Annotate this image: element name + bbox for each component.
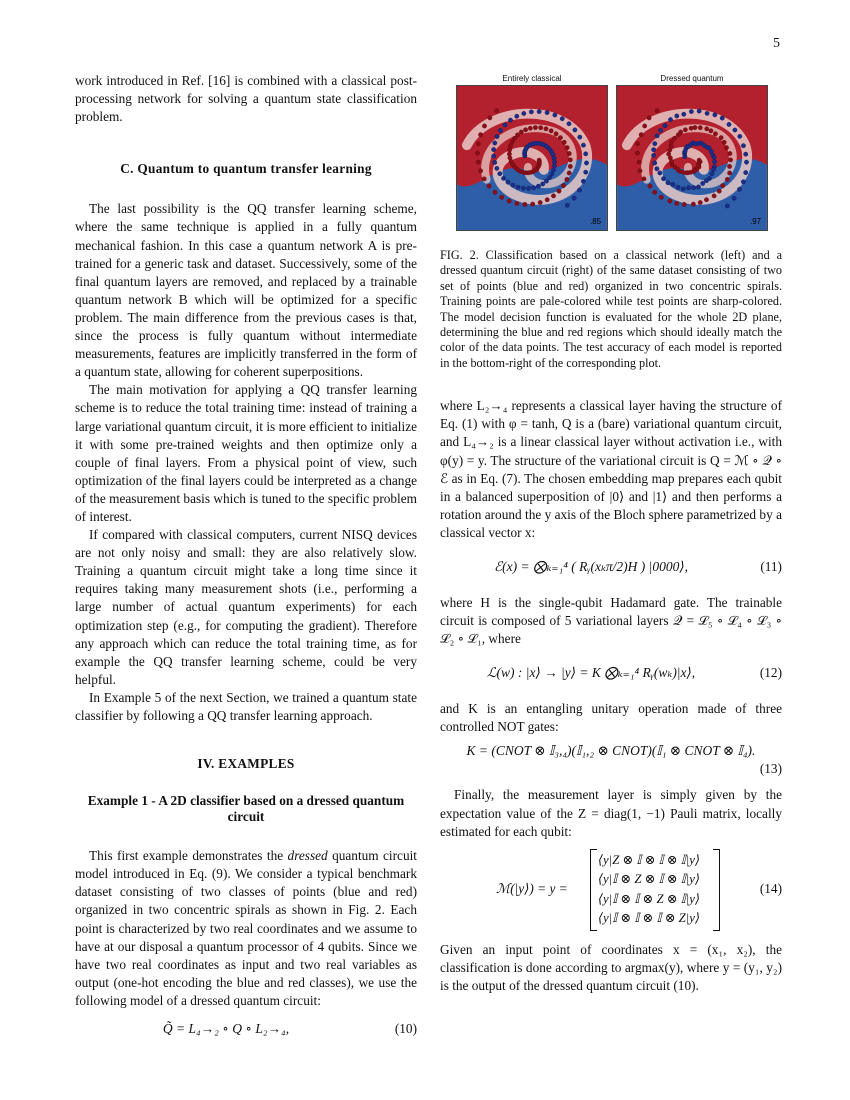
red-point [475,151,479,155]
red-point [507,148,511,152]
blue-point [655,134,659,138]
blue-point [578,135,582,139]
blue-point [551,168,555,172]
red-point [639,133,643,137]
blue-point [737,187,741,191]
red-point [637,160,641,164]
red-point [638,169,642,173]
intro-paragraph: work introduced in Ref. [16] is combined with a classical post-processing network for solving a quantum state classification problem. [75,73,417,125]
red-point [648,184,652,188]
blue-point [668,117,672,121]
blue-point [720,116,724,120]
blue-point [526,186,530,190]
blue-point [491,154,495,158]
blue-point [696,185,700,189]
panel-dressed-quantum [616,74,768,231]
blue-point [541,182,545,186]
section-iv-heading: IV. EXAMPLES [197,756,295,772]
paragraph-nisq: If compared with classical computers, current NISQ devices are not only noisy and small: they are also relatively slow. Training a quantum circuit might take a long time since it requires taking many measurement shots (i.e., performing a large number of actual quantum experiments) for each optimization step (e.g., for computing the gradient). Therefore any approach which can reduce the total training time, as for example the QQ transfer learning scheme, could be very helpful. [75,527,417,687]
section-c-heading: C. Quantum to quantum transfer learning [120,161,372,177]
blue-point [521,186,525,190]
matrix-row: ⟨y|𝕀 ⊗ 𝕀 ⊗ Z ⊗ 𝕀|y⟩ [598,891,700,906]
blue-point [495,166,499,170]
red-point [515,201,519,205]
blue-point [686,186,690,190]
blue-point [573,128,577,132]
red-point [693,125,697,129]
paragraph-example-1: This first example demonstrates the dressed quantum circuit model introduced in Eq. (9). We consider a typical benchmark dataset consisting of two classes of points (blue and red) organized in two concentric spirals as shown in Fig. 2. Each point is characterized by two real coordinates and we assume to have at our disposal a quantum processor of 4 qubits. Since we have two real coordinates as input and two real variables as output (one-hot encoding the blue and red classes), we use the following model of a dressed quantum circuit: [75,848,417,1008]
red-point [528,126,532,130]
blue-point [663,124,667,128]
red-point [565,145,569,149]
equation-10-body: Q̃ = L₄→₂ ∘ Q ∘ L₂→₄, [162,1021,290,1037]
blue-point [550,172,554,176]
paragraph-entangling: and K is an entangling unitary operation made of three controlled NOT gates: [440,701,782,735]
red-point [705,127,709,131]
red-point [724,145,728,149]
blue-point [675,114,679,118]
blue-point [511,183,515,187]
blue-point [567,122,571,126]
equation-10-number: (10) [394,1021,417,1037]
red-point [683,128,687,132]
example-1-heading: Example 1 - A 2D classifier based on a dressed quantum circuit [87,793,405,825]
blue-point [545,110,549,114]
red-point [530,202,534,206]
red-point [476,160,480,164]
blue-point [547,176,551,180]
blue-point [584,161,588,165]
red-point [659,195,663,199]
classical-decision-plot [456,85,608,231]
red-point [507,199,511,203]
red-point [533,125,537,129]
panel-left-title: Entirely classical [502,74,562,83]
blue-point [744,160,748,164]
equation-13 [440,742,782,778]
blue-point [725,204,729,208]
blue-point [713,113,717,117]
red-point [689,126,693,130]
equation-13-number: (13) [759,761,782,777]
red-point [487,184,491,188]
blue-point [544,179,548,183]
blue-point [581,179,585,183]
matrix-row: ⟨y|Z ⊗ 𝕀 ⊗ 𝕀 ⊗ 𝕀|y⟩ [598,852,700,867]
blue-point [581,143,585,147]
accuracy-label: .85 [590,217,602,227]
blue-point [501,176,505,180]
red-point [500,195,504,199]
equation-11 [440,552,782,586]
blue-point [676,185,680,189]
blue-point [522,111,526,115]
red-point [510,140,514,144]
blue-point [537,109,541,113]
red-point [721,183,725,187]
equation-14-lhs: ℳ(|y⟩) = y = [496,880,568,896]
blue-point [493,160,497,164]
blue-point [515,114,519,118]
paragraph-qq-scheme: The last possibility is the QQ transfer learning scheme, where the same technique is applied in a fully quantum mechanical fashion. In this case a quantum network A is pre-trained for a generic task and dataset. Successively, some of the final quantum layers are removed, and replaced by a trainable quantum network B which will be optimized for a specific problem. The main difference from the previous cases is that, since the process is fully quantum without intermediate measurements, features are implicitly transferred in the form of a quantum state, allowing for coherent superpositions. [75,201,417,380]
red-point [488,116,492,120]
blue-point [711,167,715,171]
red-point [704,198,708,202]
blue-point [493,141,497,145]
red-point [565,177,569,181]
blue-point [565,203,569,207]
blue-point [536,184,540,188]
blue-point [691,185,695,189]
blue-point [553,113,557,117]
red-point [691,202,695,206]
left-column [75,72,417,1050]
red-point [728,151,732,155]
red-point [669,140,673,144]
blue-point [508,118,512,122]
red-point [545,198,549,202]
equation-14-number: (14) [759,880,782,896]
red-point [728,158,732,162]
blue-point [712,160,716,164]
red-point [643,124,647,128]
red-point [666,152,670,156]
equation-11-number: (11) [760,559,782,574]
red-point [507,152,511,156]
red-point [567,171,571,175]
equation-10 [75,1020,417,1050]
paragraph-hadamard: where H is the single-qubit Hadamard gate. The trainable circuit is composed of 5 variational layers 𝒬 = ℒ₅ ∘ ℒ₄ ∘ ℒ₃ ∘ ℒ₂ ∘ ℒ₁, where [440,595,782,647]
red-point [539,126,543,130]
blue-point [704,179,708,183]
panel-entirely-classical [456,74,608,231]
red-point [557,189,561,193]
red-point [655,109,659,113]
red-point [713,132,717,136]
red-point [717,189,721,193]
red-point [668,199,672,203]
red-point [675,201,679,205]
red-point [478,169,482,173]
blue-point [732,196,736,200]
red-point [568,158,572,162]
equation-13-body: K = (CNOT ⊗ 𝕀₃,₄)(𝕀₁,₂ ⊗ CNOT)(𝕀₁ ⊗ CNOT ⊗ 𝕀₄). [466,743,756,759]
right-column [440,72,782,995]
red-point [698,126,702,130]
red-point [719,135,723,139]
blue-point [516,185,520,189]
red-point [727,164,731,168]
matrix-rows [598,851,700,929]
blue-point [653,141,657,145]
blue-point [503,123,507,127]
red-point [672,136,676,140]
red-point [725,177,729,181]
red-point [712,194,716,198]
blue-point [741,180,745,184]
red-point [515,133,519,137]
blue-point [655,167,659,171]
blue-point [491,147,495,151]
blue-point [741,144,745,148]
blue-point [701,181,705,185]
figure-2-caption: FIG. 2. Classification based on a classical network (left) and a dressed quantum circuit (right) of the same dataset consisting of two set of points (blue and red) organized in two concentric spirals. Training points are pale-colored while test points are sharp-colored. The model decision function is evaluated for the whole 2D plane, determining the blue and red regions which should ideally match the color of the data points. The test accuracy of each model is reported in the bottom-right of the corresponding plot. [440,248,782,370]
red-point [562,140,566,144]
blue-point [744,152,748,156]
blue-point [552,160,556,164]
red-point [679,130,683,134]
blue-point [531,186,535,190]
panel-right-title: Dressed quantum [660,74,724,83]
red-point [549,129,553,133]
blue-point [495,134,499,138]
blue-point [744,170,748,174]
blue-point [651,148,655,152]
red-point [635,151,639,155]
blue-point [658,128,662,132]
red-point [476,142,480,146]
red-point [544,127,548,131]
blue-point [712,155,716,159]
paragraph-measurement: Finally, the measurement layer is simply given by the expectation value of the Z = diag(1, −1) Pauli matrix, locally estimated for each qubit: [440,787,782,839]
blue-point [697,109,701,113]
blue-point [658,171,662,175]
red-point [523,202,527,206]
blue-point [710,171,714,175]
paragraph-layers: where L₂→₄ represents a classical layer having the structure of Eq. (1) with φ = tanh, Q is a (bare) variational quantum circuit, and L₄→₂ is a linear classical layer without activation i.e., with φ(y) = y. The structure of the variational circuit is Q = ℳ ∘ 𝒬 ∘ ℰ as in Eq. (7). The chosen embedding map prepares each qubit in a balanced superposition of |0⟩ and |1⟩ and then performs a rotation around the y axis of the Bloch sphere parametrized by a classical vector x: [440,398,782,540]
blue-point [653,161,657,165]
blue-point [552,164,556,168]
blue-point [529,110,533,114]
blue-point [498,128,502,132]
red-point [727,171,731,175]
red-point [567,151,571,155]
blue-point [671,182,675,186]
blue-point [651,153,655,157]
blue-point [738,134,742,138]
equation-14 [440,849,782,933]
blue-point [577,188,581,192]
blue-point [661,176,665,180]
blue-point [681,187,685,191]
blue-point [733,128,737,132]
red-point [561,183,565,187]
blue-point [689,109,693,113]
red-point [508,144,512,148]
blue-point [705,111,709,115]
red-point [538,200,542,204]
equation-12-number: (12) [759,665,782,681]
paragraph-classification: Given an input point of coordinates x = (x₁, x₂), the classification is done according to argmax(y), where y = (y₁, y₂) is the output of the dressed quantum circuit (10). [440,941,782,993]
red-point [558,135,562,139]
red-point [494,109,498,113]
red-point [482,124,486,128]
red-point [482,177,486,181]
figure-2 [440,74,782,227]
red-point [635,142,639,146]
red-point [642,177,646,181]
red-point [669,144,673,148]
blue-point [506,180,510,184]
red-point [709,129,713,133]
red-point [668,148,672,152]
red-point [554,132,558,136]
red-point [698,200,702,204]
blue-point [498,172,502,176]
blue-point [572,196,576,200]
red-point [722,140,726,144]
matrix-row: ⟨y|𝕀 ⊗ 𝕀 ⊗ 𝕀 ⊗ Z|y⟩ [598,911,700,926]
accuracy-label: .97 [750,217,762,227]
red-point [652,190,656,194]
quantum-decision-plot [616,85,768,231]
red-point [512,136,516,140]
blue-point [727,122,731,126]
blue-point [666,181,670,185]
red-point [682,202,686,206]
blue-point [682,112,686,116]
red-point [647,116,651,120]
paragraph-example-5: In Example 5 of the next Section, we trained a quantum state classifier by following a QQ transfer learning approach. [75,689,417,723]
paragraph-motivation: The main motivation for applying a QQ transfer learning scheme is to reduce the total training time: instead of training a large variational quantum circuit, it is more efficient to initialize it with some pre-trained weights and then optimize only a couple of final layers. From a physical point of view, such optimization of the final layers could be interpreted as a change of the measurement basis which is tuned to the specific problem of interest. [75,382,417,524]
red-point [493,190,497,194]
matrix-row: ⟨y|𝕀 ⊗ Z ⊗ 𝕀 ⊗ 𝕀|y⟩ [598,872,700,887]
blue-point [584,170,588,174]
blue-point [560,117,564,121]
red-point [478,133,482,137]
equation-12-body: ℒ(w) : |x⟩ → |y⟩ = K ⨂ₖ₌₁⁴ Rᵧ(wₖ)|x⟩, [486,665,696,681]
blue-point [584,152,588,156]
red-point [523,128,527,132]
equation-11-body: ℰ(x) = ⨂ₖ₌₁⁴ ( Rᵧ(xₖπ/2)H ) |0000⟩, [493,559,689,574]
red-point [568,164,572,168]
red-point [519,130,523,134]
page-number: 5 [773,36,780,51]
equation-12 [440,658,782,692]
red-point [551,194,555,198]
